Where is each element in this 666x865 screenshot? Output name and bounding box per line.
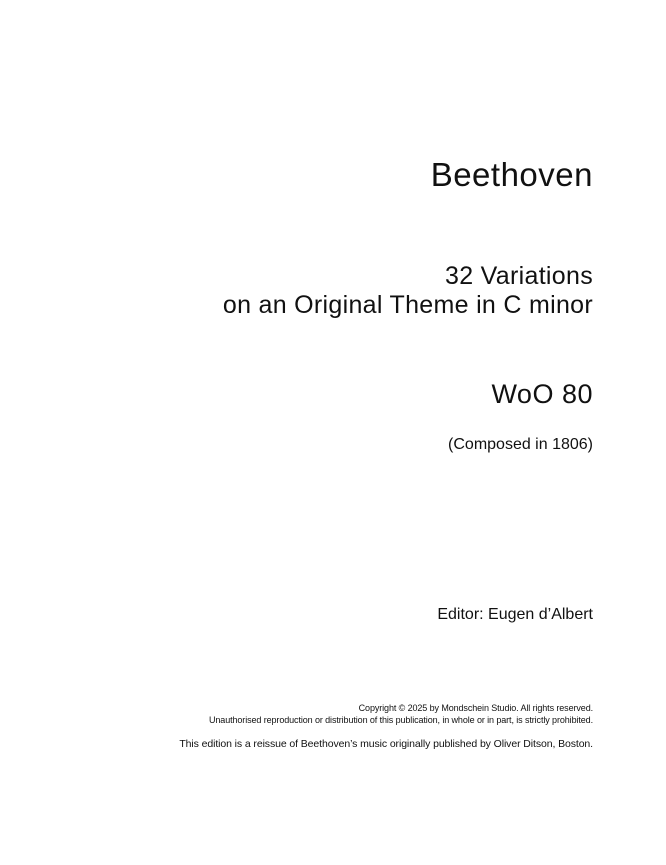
work-title-line-2: on an Original Theme in C minor [222, 291, 593, 319]
copyright-line-1: Copyright © 2025 by Mondschein Studio. All rights reserved. [358, 703, 593, 713]
catalog-number: WoO 80 [491, 379, 593, 409]
editor-credit: Editor: Eugen d’Albert [437, 606, 593, 623]
composition-date-note: (Composed in 1806) [448, 436, 593, 453]
copyright-line-2: Unauthorised reproduction or distribution of this publication, in whole or in part, is strictly prohibited. [208, 714, 593, 725]
copyright-notice [209, 703, 593, 726]
composer-name: Beethoven [430, 156, 593, 193]
work-title-line-1: 32 Variations [445, 262, 593, 290]
reissue-note: This edition is a reissue of Beethoven’s music originally published by Oliver Ditson, Boston. [179, 738, 593, 750]
work-title [223, 262, 593, 320]
